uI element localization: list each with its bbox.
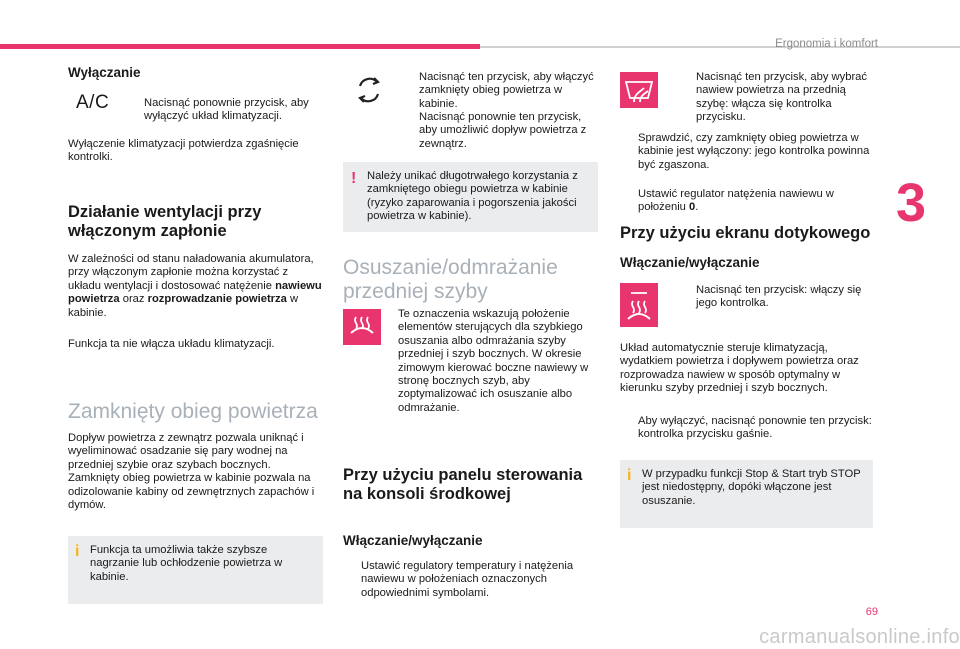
console-onoff-bullet: Ustawić regulatory temperatury i natężenia nawiewu w położeniach oznaczonych odpowiednimi symbolami. [361,560,574,599]
recirc-bullet-2: Nacisnąć ponownie ten przycisk, aby umożliwić dopływ powietrza z zewnątrz. [419,111,587,150]
header-rule [480,46,960,48]
page-number: 69 [865,606,878,618]
front-demist-icon [343,309,381,345]
vent-heading: Działanie wentylacji przy włączonym zapłonie [68,203,262,240]
warning-note-box [343,162,598,232]
touch-paragraph: Układ automatycznie steruje klimatyzacją, wydatkiem powietrza i dopływem powietrza oraz rozprowadza nawiew w sposób optymalny w kierunku szyby przedniej i szyb bocznych. [620,342,859,395]
windscreen-airflow-icon [620,72,658,108]
recirc-paragraph: Dopływ powietrza z zewnątrz pozwala uniknąć i wyeliminować osadzanie się pary wodnej na przedniej szybie oraz szybach bocznych. Zamknięty obieg powietrza w kabinie pozwala na odizolowanie kabiny od zewnętrznych zapachów i dymów. [68,432,315,512]
info-note-box [68,536,323,604]
chapter-title: Ergonomia i komfort [775,38,878,50]
demist-touch-icon [620,283,658,327]
console-onoff-heading: Włączanie/wyłączanie [343,533,483,548]
col3-bullet-2: Sprawdzić, czy zamknięty obieg powietrza w kabinie jest wyłączony: jego kontrolka powinna być zgaszona. [638,132,870,171]
info-note-text-2: W przypadku funkcji Stop & Start tryb STOP jest niedostępny, dopóki włączone jest osuszanie. [642,468,861,507]
info-note-box-2 [620,460,873,528]
col3-bullet-1: Nacisnąć ten przycisk, aby wybrać nawiew powietrza na przednią szybę: włącza się kontrolka przycisku. [696,71,867,124]
chapter-number: 3 [896,173,927,233]
watermark: carmanualsonline.info [759,626,960,648]
touch-off-bullet: Aby wyłączyć, nacisnąć ponownie ten przycisk: kontrolka przycisku gaśnie. [638,415,872,441]
vent-paragraph: W zależności od stanu naładowania akumulatora, przy włączonym zapłonie można korzystać z układu wentylacji i dostosować natężenie nawiewu powietrza oraz rozprowadzanie powietrza w kabinie. [68,253,322,319]
demist-paragraph: Te oznaczenia wskazują położenie elementów sterujących dla szybkiego osuszania albo odmrażania szyby przedniej i szyb bocznych. W okresie zimowym kierować boczne nawiewy w stronę bocznych szyb, aby zoptymalizować ich osuszanie albo odmrażanie. [398,308,589,414]
off-note-text: Wyłączenie klimatyzacji potwierdza zgaśnięcie kontrolki. [68,138,299,164]
header-accent-bar [0,44,480,49]
col3-bullet-3: Ustawić regulator natężenia nawiewu w położeniu 0. [638,188,834,214]
console-heading: Przy użyciu panelu sterowania na konsoli środkowej [343,466,583,503]
vent-note: Funkcja ta nie włącza układu klimatyzacji. [68,338,275,350]
warning-note-text: Należy unikać długotrwałego korzystania z zamkniętego obiegu powietrza w kabinie (ryzyko zaparowania i pogorszenia jakości powietrza w kabinie). [367,170,578,223]
info-icon: i [627,467,632,484]
recirculation-icon [355,74,383,106]
touch-onoff-heading: Włączanie/wyłączanie [620,255,760,270]
touch-heading: Przy użyciu ekranu dotykowego [620,224,871,242]
touch-bullet: Nacisnąć ten przycisk: włączy się jego kontrolka. [696,284,862,310]
info-icon: i [75,543,80,560]
demist-heading: Osuszanie/odmrażanie przedniej szyby [343,256,558,303]
recirc-heading: Zamknięty obieg powietrza [68,400,318,423]
off-heading: Wyłączanie [68,65,141,80]
info-note-text: Funkcja ta umożliwia także szybsze nagrzanie lub ochłodzenie powietrza w kabinie. [90,544,283,583]
warning-icon: ! [351,170,357,187]
ac-icon: A/C [76,92,110,113]
off-bullet-text: Nacisnąć ponownie przycisk, aby wyłączyć układ klimatyzacji. [144,97,309,123]
recirc-bullet-1: Nacisnąć ten przycisk, aby włączyć zamknięty obieg powietrza w kabinie. [419,71,594,110]
